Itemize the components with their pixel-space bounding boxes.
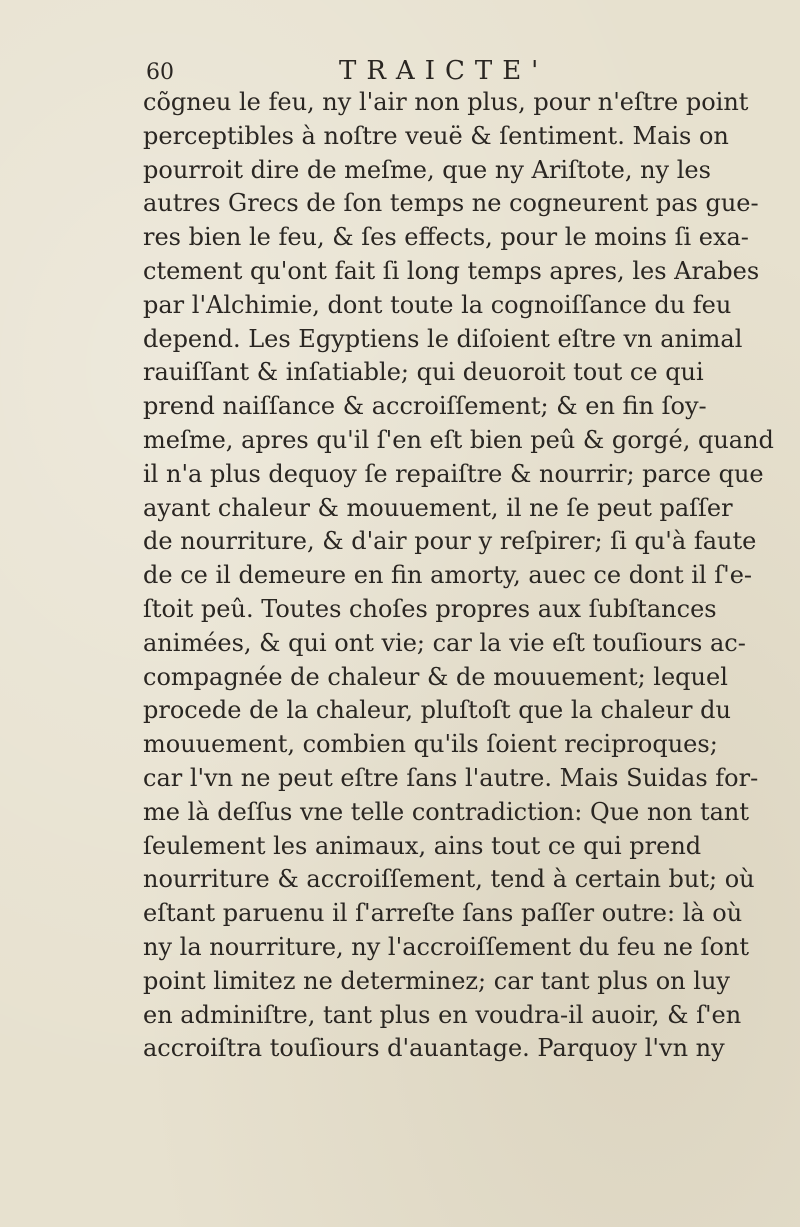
text-line: car l'vn ne peut eſtre ſans l'autre. Mais Suidas for-	[143, 763, 759, 792]
text-line: me là deſſus vne telle contradiction: Que non tant	[143, 797, 750, 826]
text-line: nourriture & accroiſſement, tend à certain but; où	[143, 865, 755, 894]
text-line: perceptibles à noſtre veuë & ſentiment. Mais on	[143, 121, 729, 150]
text-line: de nourriture, & d'air pour y reſpirer; ſi qu'à faute	[143, 527, 757, 556]
text-line: cõgneu le feu, ny l'air non plus, pour n'eſtre point	[143, 88, 749, 116]
text-line: il n'a plus dequoy ſe repaiſtre & nourrir; parce que	[143, 459, 764, 488]
text-line: mouuement, combien qu'ils ſoient reciproques;	[143, 730, 718, 759]
text-line: prend naiſſance & accroiſſement; & en fin ſoy-	[143, 392, 707, 421]
text-line: de ce il demeure en fin amorty, auec ce dont il ſ'e-	[143, 561, 753, 590]
text-line: depend. Les Egyptiens le diſoient eſtre vn animal	[143, 324, 743, 353]
text-line: par l'Alchimie, dont toute la cognoiſſance du feu	[143, 290, 732, 319]
text-line: animées, & qui ont vie; car la vie eſt touſiours ac-	[143, 628, 746, 657]
text-line: res bien le feu, & ſes effects, pour le moins ſi exa-	[143, 223, 749, 252]
body-text	[143, 86, 774, 1066]
text-line: accroiſtra touſiours d'auantage. Parquoy l'vn ny	[143, 1034, 725, 1063]
text-line: en adminiſtre, tant plus en voudra-il auoir, & ſ'en	[143, 1000, 742, 1029]
text-line: rauiſſant & inſatiable; qui deuoroit tout ce qui	[143, 358, 704, 387]
text-line: point limitez ne determinez; car tant plus on luy	[143, 966, 730, 995]
text-line: ſeulement les animaux, ains tout ce qui prend	[143, 831, 702, 860]
text-line: autres Grecs de ſon temps ne cogneurent pas gue-	[143, 189, 759, 218]
text-line: ayant chaleur & mouuement, il ne ſe peut paſſer	[143, 493, 733, 522]
text-line: ctement qu'ont fait ſi long temps apres, les Arabes	[143, 256, 760, 285]
page-number: 60	[146, 60, 174, 85]
text-line: ny la nourriture, ny l'accroiſſement du feu ne ſont	[143, 932, 749, 961]
text-line: pourroit dire de meſme, que ny Ariſtote, ny les	[143, 155, 711, 184]
text-line: eſtant paruenu il ſ'arreſte ſans paſſer outre: là où	[143, 899, 743, 928]
text-line: ſtoit peû. Toutes choſes propres aux ſubſtances	[143, 594, 717, 623]
text-line: meſme, apres qu'il ſ'en eſt bien peû & gorgé, quand	[143, 425, 774, 454]
running-title: TRAICTE'	[339, 56, 549, 86]
text-line: compagnée de chaleur & de mouuement; lequel	[143, 662, 728, 691]
text-line: procede de la chaleur, pluſtoſt que la chaleur du	[143, 696, 731, 725]
